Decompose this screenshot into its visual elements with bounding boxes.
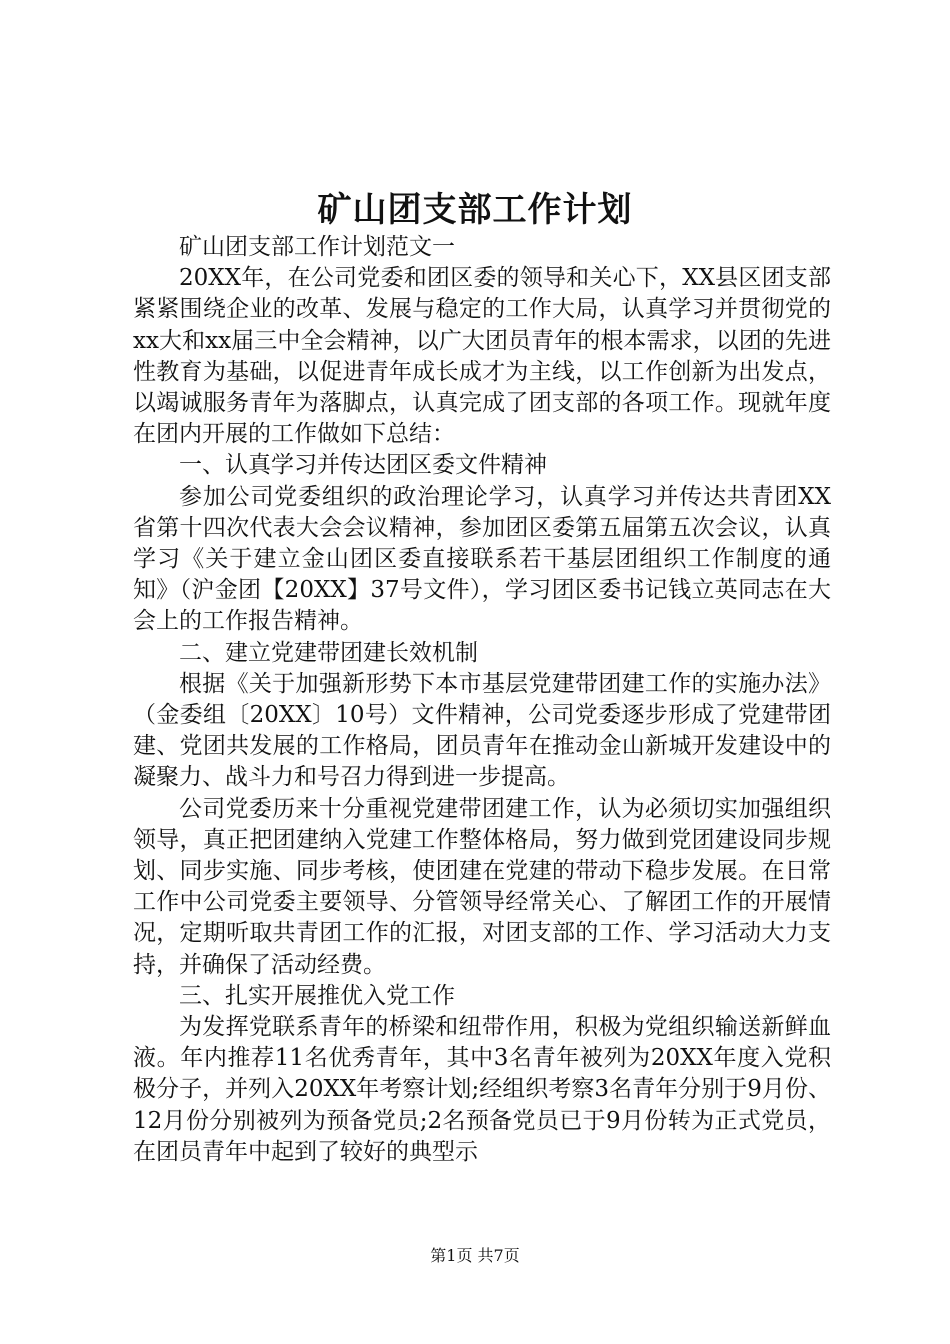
- subtitle-paragraph: 矿山团支部工作计划范文一: [179, 234, 455, 260]
- document-body: [133, 232, 831, 1168]
- body-paragraph: 为发挥党联系青年的桥梁和纽带作用，积极为党组织输送新鲜血液。年内推荐11名优秀青年，其中3名青年被列为20XX年度入党积极分子，并列入20XX年考察计划;经组织考察3名青年分别于9月份、12月份分别被列为预备党员;2名预备党员已于9月份转为正式党员，在团员青年中起到了较好的典型示: [133, 1014, 831, 1165]
- section-heading: 三、扎实开展推优入党工作: [179, 982, 455, 1009]
- body-paragraph: 根据《关于加强新形势下本市基层党建带团建工作的实施办法》（金委组〔20XX〕10号）文件精神，公司党委逐步形成了党建带团建、党团共发展的工作格局，团员青年在推动金山新城开发建设中的凝聚力、战斗力和号召力得到进一步提高。: [133, 670, 831, 791]
- section-heading: 一、认真学习并传达团区委文件精神: [179, 452, 547, 479]
- body-paragraph: 参加公司党委组织的政治理论学习，认真学习并传达共青团XX省第十四次代表大会会议精神，参加团区委第五届第五次会议，认真学习《关于建立金山团区委直接联系若干基层团组织工作制度的通知》（沪金团【20XX】37号文件），学习团区委书记钱立英同志在大会上的工作报告精神。: [133, 483, 831, 635]
- page-number-footer: 第1页 共7页: [430, 1246, 520, 1265]
- body-paragraph: 公司党委历来十分重视党建带团建工作，认为必须切实加强组织领导，真正把团建纳入党建工作整体格局，努力做到党团建设同步规划、同步实施、同步考核，使团建在党建的带动下稳步发展。在日常工作中公司党委主要领导、分管领导经常关心、了解团工作的开展情况，定期听取共青团工作的汇报，对团支部的工作、学习活动大力支持，并确保了活动经费。: [133, 795, 831, 978]
- body-paragraph: 20XX年，在公司党委和团区委的领导和关心下，XX县区团支部紧紧围绕企业的改革、发展与稳定的工作大局，认真学习并贯彻党的xx大和xx届三中全会精神，以广大团员青年的根本需求，以团的先进性教育为基础，以促进青年成长成才为主线，以工作创新为出发点，以竭诚服务青年为落脚点，认真完成了团支部的各项工作。现就年度在团内开展的工作做如下总结：: [133, 265, 831, 448]
- document-title: 矿山团支部工作计划: [317, 190, 633, 230]
- section-heading: 二、建立党建带团建长效机制: [179, 639, 478, 666]
